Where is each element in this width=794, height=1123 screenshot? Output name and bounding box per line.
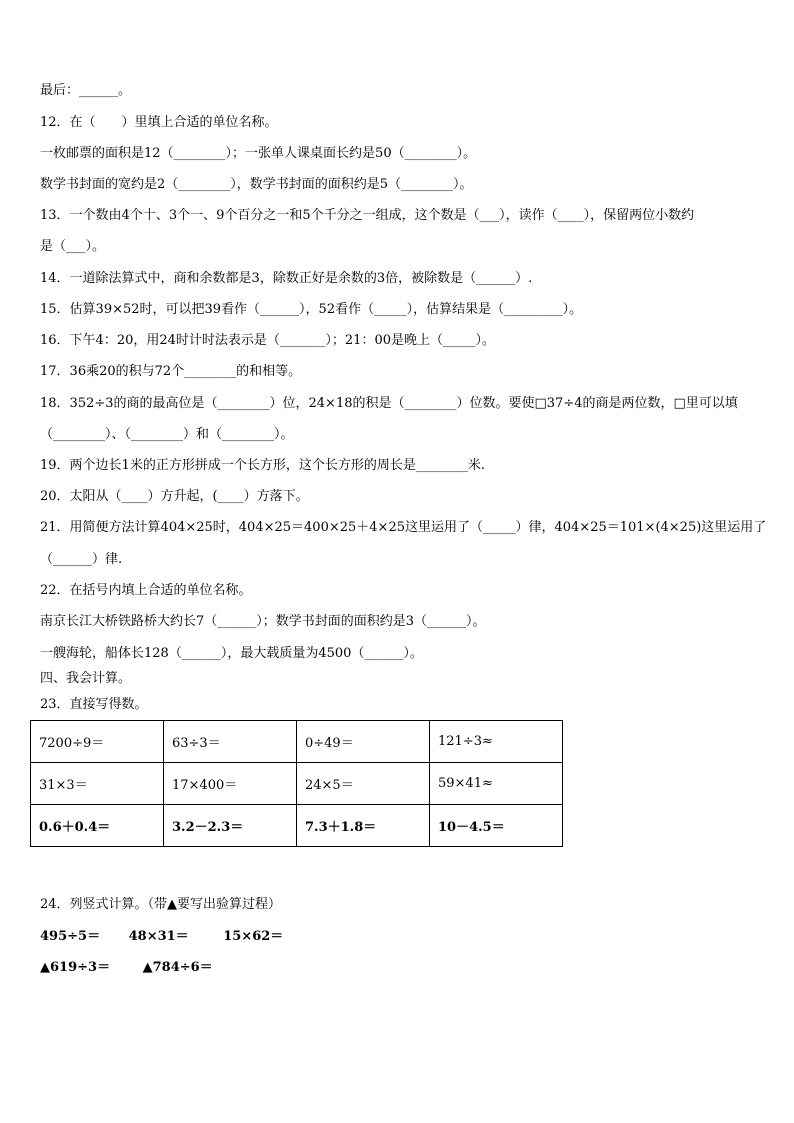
table-cell: 7.3＋1.8＝ bbox=[297, 805, 430, 847]
calc-item: 15×62＝ bbox=[223, 929, 284, 944]
table-cell: 63÷3＝ bbox=[164, 721, 297, 763]
calc-item: ▲784÷6＝ bbox=[142, 960, 213, 975]
question-14: 14．一道除法算式中，商和余数都是3，除数正好是余数的3倍，被除数是（______）. bbox=[40, 271, 533, 286]
calc-item: ▲619÷3＝ bbox=[40, 960, 111, 975]
table-cell: 31×3＝ bbox=[31, 763, 164, 805]
table-cell: 10－4.5＝ bbox=[430, 805, 563, 847]
calc-table bbox=[30, 720, 563, 847]
question-24-row-1 bbox=[40, 928, 283, 946]
question-22-title: 22．在括号内填上合适的单位名称。 bbox=[40, 583, 252, 598]
question-20: 20．太阳从（____）方升起，(____）方落下。 bbox=[40, 489, 309, 504]
question-12-line-1: 一枚邮票的面积是12（________）；一张单人课桌面长约是50（________）。 bbox=[40, 146, 477, 161]
calc-item: 495÷5＝ bbox=[40, 929, 101, 944]
table-cell: 24×5＝ bbox=[297, 763, 430, 805]
question-12-title: 12．在（ ）里填上合适的单位名称。 bbox=[40, 115, 278, 130]
table-cell: 121÷3≈ bbox=[430, 721, 563, 763]
question-23-title: 23．直接写得数。 bbox=[40, 697, 148, 712]
table-cell: 7200÷9＝ bbox=[31, 721, 164, 763]
question-13-line-1: 13．一个数由4个十、3个一、9个百分之一和5个千分之一组成，这个数是（___），读作（____），保留两位小数约 bbox=[40, 208, 695, 223]
question-21-line-1: 21．用简便方法计算404×25时，404×25＝400×25＋4×25这里运用了（_____）律，404×25＝101×(4×25)这里运用了 bbox=[40, 520, 767, 535]
question-13-line-2: 是（___）。 bbox=[40, 239, 106, 254]
table-cell: 59×41≈ bbox=[430, 763, 563, 805]
table-row bbox=[31, 721, 563, 763]
question-17: 17．36乘20的积与72个________的和相等。 bbox=[40, 364, 302, 379]
question-22-line-2: 一艘海轮，船体长128（______），最大载质量为4500（______）。 bbox=[40, 646, 423, 661]
question-15: 15．估算39×52时，可以把39看作（______），52看作（_____），估算结果是（_________）。 bbox=[40, 302, 583, 317]
table-cell: 17×400＝ bbox=[164, 763, 297, 805]
question-19: 19．两个边长1米的正方形拼成一个长方形，这个长方形的周长是________米. bbox=[40, 458, 485, 473]
question-16: 16．下午4：20，用24时计时法表示是（_______）；21：00是晚上（_____）。 bbox=[40, 333, 495, 348]
table-cell: 3.2－2.3＝ bbox=[164, 805, 297, 847]
question-21-line-2: （______）律. bbox=[40, 552, 123, 567]
table-cell: 0.6＋0.4＝ bbox=[31, 805, 164, 847]
section-4-title: 四、我会计算。 bbox=[40, 671, 132, 686]
question-18-line-2: （________）、（________）和（________）。 bbox=[40, 427, 294, 442]
question-24-row-2 bbox=[40, 959, 213, 977]
table-cell: 0÷49＝ bbox=[297, 721, 430, 763]
line-last: 最后：______。 bbox=[40, 83, 132, 98]
question-24-title: 24．列竖式计算。（带▲要写出验算过程） bbox=[40, 897, 282, 912]
question-18-line-1: 18．352÷3的商的最高位是（________）位，24×18的积是（________）位数。要使□37÷4的商是两位数，□里可以填 bbox=[40, 396, 738, 411]
question-22-line-1: 南京长江大桥铁路桥大约长7（______）；数学书封面的面积约是3（______）。 bbox=[40, 614, 486, 629]
calc-item: 48×31＝ bbox=[128, 929, 189, 944]
table-row bbox=[31, 763, 563, 805]
table-row bbox=[31, 805, 563, 847]
question-12-line-2: 数学书封面的宽约是2（________），数学书封面的面积约是5（________）。 bbox=[40, 177, 473, 192]
